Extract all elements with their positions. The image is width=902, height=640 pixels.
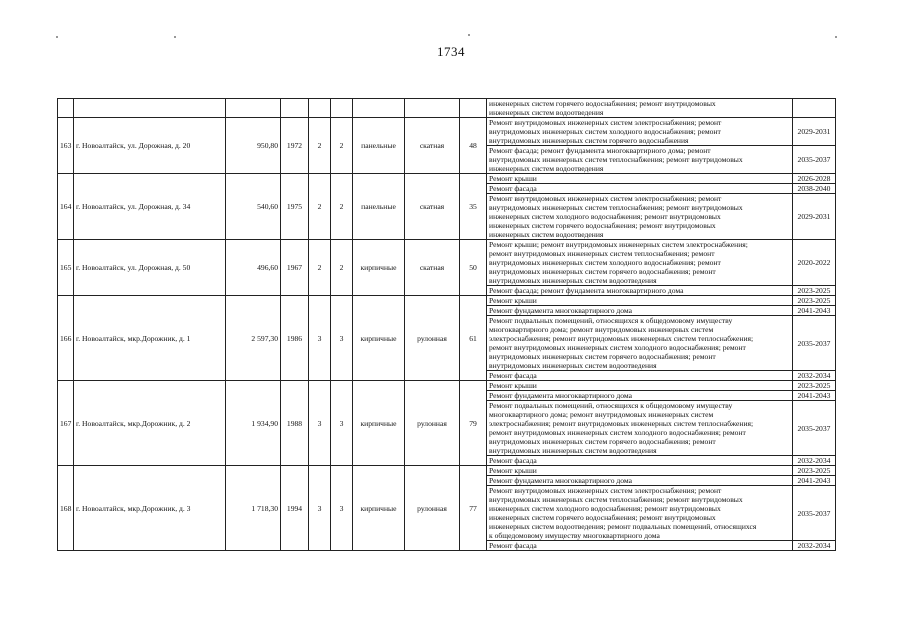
work-line: Ремонт внутридомовых инженерных систем электроснабжения; ремонт — [489, 118, 722, 127]
object-address — [74, 99, 226, 118]
object-entrances — [331, 99, 353, 118]
object-roof — [405, 99, 460, 118]
work-line: электроснабжения; ремонт внутридомовых инженерных систем теплоснабжения; — [489, 334, 754, 343]
work-line: Ремонт крыши — [489, 296, 537, 305]
work-line: Ремонт подвальных помещений, относящихся к общедомовому имуществу — [489, 316, 733, 325]
work-description — [487, 184, 793, 194]
object-area: 1 718,30 — [226, 466, 281, 551]
work-line: инженерных систем водоотведения — [489, 108, 604, 117]
work-description — [487, 486, 793, 541]
work-line: ремонт внутридомовых инженерных систем холодного водоснабжения; ремонт — [489, 428, 746, 437]
object-number: 165 — [58, 240, 74, 296]
work-line: инженерных систем горячего водоснабжения; ремонт внутридомовых — [489, 221, 716, 230]
work-period — [793, 99, 836, 118]
work-period: 2038-2040 — [793, 184, 836, 194]
work-line: к общедомовому имуществу многоквартирного дома — [489, 531, 660, 540]
object-address: г. Новоалтайск, мкр.Дорожник, д. 3 — [74, 466, 226, 551]
work-description — [487, 401, 793, 456]
work-period: 2026-2028 — [793, 174, 836, 184]
object-area: 496,60 — [226, 240, 281, 296]
object-roof: скатная — [405, 118, 460, 174]
object-walls: панельные — [353, 174, 405, 240]
work-period: 2023-2025 — [793, 296, 836, 306]
work-line: Ремонт фасада — [489, 371, 537, 380]
object-address: г. Новоалтайск, ул. Дорожная, д. 50 — [74, 240, 226, 296]
object-residents: 35 — [460, 174, 487, 240]
work-line: Ремонт внутридомовых инженерных систем электроснабжения; ремонт — [489, 486, 722, 495]
object-entrances: 3 — [331, 296, 353, 381]
work-line: многоквартирного дома; ремонт внутридомовых инженерных систем — [489, 410, 714, 419]
work-description — [487, 296, 793, 306]
work-period: 2035-2037 — [793, 316, 836, 371]
page-number: 1734 — [437, 44, 465, 59]
work-period: 2020-2022 — [793, 240, 836, 286]
object-walls: панельные — [353, 118, 405, 174]
work-line: инженерных систем водоотведения — [489, 164, 604, 173]
table-row — [58, 174, 836, 184]
work-description — [487, 466, 793, 476]
object-year — [281, 99, 309, 118]
object-number: 163 — [58, 118, 74, 174]
work-line: внутридомовых инженерных систем водоотведения — [489, 446, 657, 455]
work-period: 2041-2043 — [793, 391, 836, 401]
object-roof: скатная — [405, 174, 460, 240]
work-period: 2032-2034 — [793, 371, 836, 381]
work-line: Ремонт фасада — [489, 184, 537, 193]
work-description — [487, 371, 793, 381]
work-line: Ремонт фундамента многоквартирного дома — [489, 476, 633, 485]
work-line: внутридомовых инженерных систем горячего водоснабжения; ремонт — [489, 267, 716, 276]
object-entrances: 3 — [331, 466, 353, 551]
work-line: внутридомовых инженерных систем холодного водоснабжения; ремонт — [489, 127, 721, 136]
work-line: Ремонт фасада — [489, 456, 537, 465]
work-line: инженерных систем холодного водоснабжения; ремонт внутридомовых — [489, 212, 721, 221]
object-entrances: 3 — [331, 381, 353, 466]
object-residents: 50 — [460, 240, 487, 296]
object-walls: кирпичные — [353, 381, 405, 466]
work-period: 2041-2043 — [793, 306, 836, 316]
object-area — [226, 99, 281, 118]
work-line: инженерных систем горячего водоснабжения; ремонт внутридомовых — [489, 99, 716, 108]
object-floors: 2 — [309, 118, 331, 174]
object-address: г. Новоалтайск, ул. Дорожная, д. 20 — [74, 118, 226, 174]
work-description — [487, 146, 793, 174]
work-period: 2029-2031 — [793, 194, 836, 240]
table-row — [58, 381, 836, 391]
work-line: инженерных систем водоотведения; ремонт подвальных помещений, относящихся — [489, 522, 757, 531]
object-residents: 48 — [460, 118, 487, 174]
work-line: инженерных систем холодного водоснабжения; ремонт внутридомовых — [489, 504, 721, 513]
work-line: Ремонт фундамента многоквартирного дома — [489, 391, 633, 400]
object-residents: 77 — [460, 466, 487, 551]
object-roof: рулонная — [405, 466, 460, 551]
work-line: ремонт внутридомовых инженерных систем теплоснабжения; ремонт — [489, 249, 715, 258]
object-number: 164 — [58, 174, 74, 240]
work-description — [487, 456, 793, 466]
work-description — [487, 118, 793, 146]
work-line: внутридомовых инженерных систем теплоснабжения; ремонт внутридомовых — [489, 203, 743, 212]
work-line: Ремонт крыши — [489, 381, 537, 390]
object-entrances: 2 — [331, 118, 353, 174]
work-line: инженерных систем водоотведения — [489, 230, 604, 239]
work-period: 2035-2037 — [793, 486, 836, 541]
object-area: 1 934,90 — [226, 381, 281, 466]
object-entrances: 2 — [331, 240, 353, 296]
table-body — [58, 99, 836, 551]
work-description — [487, 381, 793, 391]
work-description — [487, 286, 793, 296]
object-address: г. Новоалтайск, мкр.Дорожник, д. 1 — [74, 296, 226, 381]
scan-speck — [468, 34, 470, 36]
work-line: внутридомовых инженерных систем горячего водоснабжения; ремонт — [489, 352, 716, 361]
work-period: 2035-2037 — [793, 146, 836, 174]
work-line: внутридомовых инженерных систем холодного водоснабжения; ремонт — [489, 258, 721, 267]
scan-speck — [174, 36, 176, 38]
object-number: 166 — [58, 296, 74, 381]
object-address: г. Новоалтайск, ул. Дорожная, д. 34 — [74, 174, 226, 240]
work-period: 2023-2025 — [793, 466, 836, 476]
object-entrances: 2 — [331, 174, 353, 240]
object-floors: 3 — [309, 466, 331, 551]
object-floors: 2 — [309, 240, 331, 296]
scan-speck — [835, 36, 837, 38]
work-line: Ремонт крыши — [489, 466, 537, 475]
object-year: 1967 — [281, 240, 309, 296]
object-walls — [353, 99, 405, 118]
work-description — [487, 316, 793, 371]
work-description — [487, 99, 793, 118]
work-period: 2032-2034 — [793, 541, 836, 551]
object-year: 1988 — [281, 381, 309, 466]
work-description — [487, 174, 793, 184]
work-line: многоквартирного дома; ремонт внутридомовых инженерных систем — [489, 325, 714, 334]
object-area: 540,60 — [226, 174, 281, 240]
object-floors: 2 — [309, 174, 331, 240]
table-row — [58, 99, 836, 118]
object-address: г. Новоалтайск, мкр.Дорожник, д. 2 — [74, 381, 226, 466]
scan-speck — [56, 36, 58, 38]
object-walls: кирпичные — [353, 296, 405, 381]
object-floors: 3 — [309, 381, 331, 466]
table-row — [58, 296, 836, 306]
work-description — [487, 391, 793, 401]
table-row — [58, 466, 836, 476]
work-line: электроснабжения; ремонт внутридомовых инженерных систем теплоснабжения; — [489, 419, 754, 428]
work-line: внутридомовых инженерных систем водоотведения — [489, 276, 657, 285]
work-line: Ремонт крыши — [489, 174, 537, 183]
work-line: внутридомовых инженерных систем теплоснабжения; ремонт внутридомовых — [489, 155, 743, 164]
work-period: 2035-2037 — [793, 401, 836, 456]
work-period: 2029-2031 — [793, 118, 836, 146]
work-description — [487, 541, 793, 551]
work-description — [487, 476, 793, 486]
object-residents: 61 — [460, 296, 487, 381]
object-number: 167 — [58, 381, 74, 466]
work-description — [487, 306, 793, 316]
object-year: 1994 — [281, 466, 309, 551]
object-residents: 79 — [460, 381, 487, 466]
object-roof: скатная — [405, 240, 460, 296]
work-description — [487, 240, 793, 286]
work-period: 2041-2043 — [793, 476, 836, 486]
work-description — [487, 194, 793, 240]
object-area: 950,80 — [226, 118, 281, 174]
work-line: внутридомовых инженерных систем горячего водоснабжения; ремонт — [489, 437, 716, 446]
object-walls: кирпичные — [353, 466, 405, 551]
work-line: Ремонт фундамента многоквартирного дома — [489, 306, 633, 315]
work-line: Ремонт фасада; ремонт фундамента многоквартирного дома; ремонт — [489, 146, 711, 155]
object-number — [58, 99, 74, 118]
repair-program-table — [57, 98, 836, 551]
object-floors — [309, 99, 331, 118]
work-line: ремонт внутридомовых инженерных систем холодного водоснабжения; ремонт — [489, 343, 746, 352]
work-line: внутридомовых инженерных систем водоотведения — [489, 361, 657, 370]
object-residents — [460, 99, 487, 118]
work-period: 2023-2025 — [793, 286, 836, 296]
work-line: Ремонт внутридомовых инженерных систем электроснабжения; ремонт — [489, 194, 722, 203]
object-area: 2 597,30 — [226, 296, 281, 381]
object-year: 1972 — [281, 118, 309, 174]
work-line: Ремонт фасада; ремонт фундамента многоквартирного дома — [489, 286, 684, 295]
work-line: внутридомовых инженерных систем горячего водоснабжения — [489, 136, 689, 145]
object-roof: рулонная — [405, 381, 460, 466]
table-row — [58, 118, 836, 146]
object-year: 1986 — [281, 296, 309, 381]
object-number: 168 — [58, 466, 74, 551]
object-floors: 3 — [309, 296, 331, 381]
work-line: инженерных систем горячего водоснабжения; ремонт внутридомовых — [489, 513, 716, 522]
work-period: 2032-2034 — [793, 456, 836, 466]
object-year: 1975 — [281, 174, 309, 240]
work-line: Ремонт крыши; ремонт внутридомовых инженерных систем электроснабжения; — [489, 240, 748, 249]
object-walls: кирпичные — [353, 240, 405, 296]
work-period: 2023-2025 — [793, 381, 836, 391]
table-row — [58, 240, 836, 286]
work-line: внутридомовых инженерных систем теплоснабжения; ремонт внутридомовых — [489, 495, 743, 504]
work-line: Ремонт фасада — [489, 541, 537, 550]
work-line: Ремонт подвальных помещений, относящихся к общедомовому имуществу — [489, 401, 733, 410]
object-roof: рулонная — [405, 296, 460, 381]
